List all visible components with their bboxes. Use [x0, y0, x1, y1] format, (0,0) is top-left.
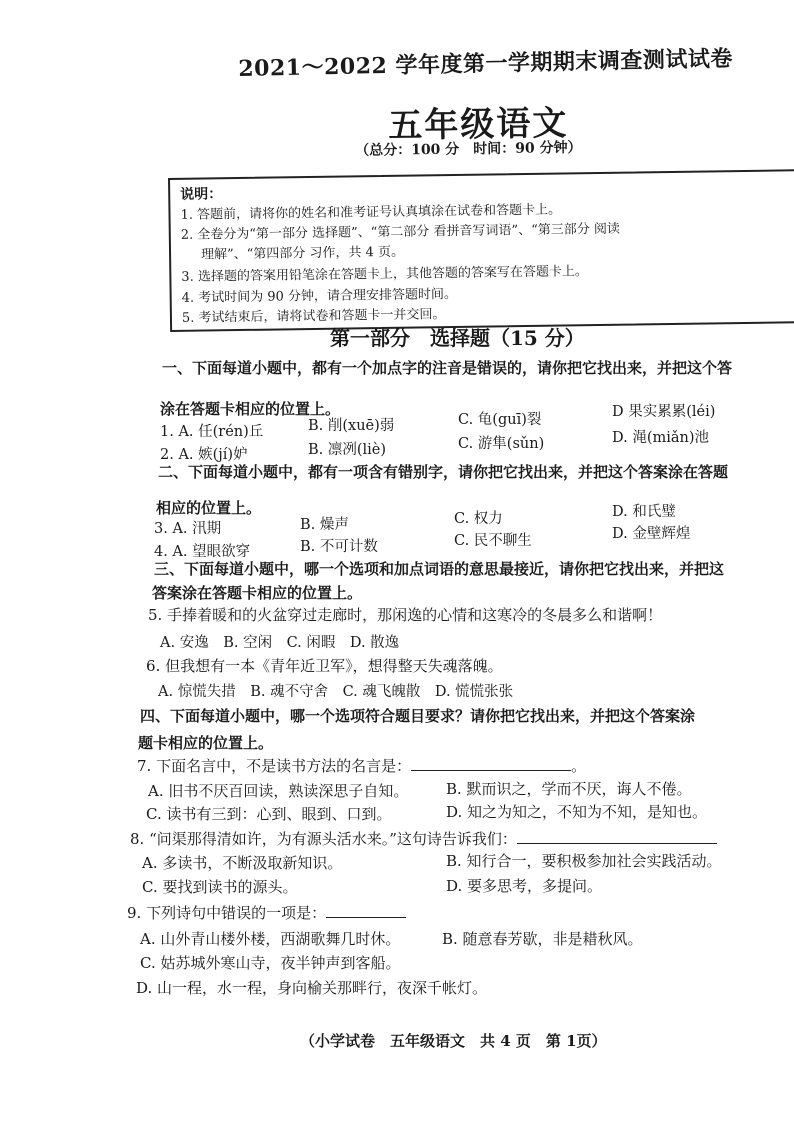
q9-option-a: A. 山外青山楼外楼，西湖歌舞几时休。: [140, 930, 401, 948]
q8-option-d: D. 要多思考，多提问。: [446, 877, 603, 895]
q2-option-a: 2. A. 嫉(jí)妒: [160, 447, 248, 463]
section1-heading: 一、下面每道小题中，都有一个加点字的注音是错误的，请你把它找出来，并把这个答: [162, 359, 733, 377]
instructions-label: 说明：: [180, 186, 223, 203]
q3-option-a: 3. A. 汛期: [154, 521, 222, 537]
section2-heading: 二、下面每道小题中，都有一项含有错别字，请你把它找出来，并把这个答案涂在答题: [158, 463, 729, 481]
q8-answer-blank: [517, 843, 717, 844]
q8-option-c: C. 要找到读书的源头。: [142, 878, 298, 896]
q4-option-c: C. 民不聊生: [454, 533, 532, 549]
instruction-line: 5. 考试结束后，请将试卷和答题卡一并交回。: [181, 307, 446, 326]
page-footer: （小学试卷 五年级语文 共 4 页 第 1页）: [300, 1032, 607, 1050]
q6-text: 6. 但我想有一本《青年近卫军》，想得整天失魂落魄。: [146, 657, 503, 675]
q8-prompt: 8. “问渠那得清如许，为有源头活水来。”这句诗告诉我们：: [130, 830, 517, 848]
instructions-box: [168, 169, 794, 332]
section4-heading: 四、下面每道小题中，哪一个选项符合题目要求？请你把它找出来，并把这个答案涂: [140, 707, 696, 725]
q3-option-c: C. 权力: [454, 511, 503, 527]
part1-heading: 第一部分 选择题（15 分）: [330, 326, 585, 350]
q6-options: A. 惊慌失措 B. 魂不守舍 C. 魂飞魄散 D. 慌慌张张: [158, 684, 514, 700]
q5-options: A. 安逸 B. 空闲 C. 闲暇 D. 散逸: [160, 635, 400, 651]
q1-option-c: C. 龟(guī)裂: [458, 412, 542, 428]
section3-heading-cont: 答案涂在答题卡相应的位置上。: [152, 584, 363, 602]
q1-option-b: B. 削(xuē)弱: [308, 418, 395, 434]
q1-option-d: D 果实累累(léi): [612, 404, 716, 420]
q9-option-c: C. 姑苏城外寒山寺，夜半钟声到客船。: [140, 954, 401, 972]
section4-heading-cont: 题卡相应的位置上。: [138, 734, 274, 752]
q2-option-d: D. 渑(miǎn)池: [612, 430, 710, 446]
instruction-line: 4. 考试时间为 90 分钟，请合理安排答题时间。: [181, 286, 458, 306]
q7-text: [137, 755, 586, 776]
q4-option-a: 4. A. 望眼欲穿: [154, 544, 251, 560]
q8-text: [130, 828, 717, 849]
q8-option-a: A. 多读书，不断汲取新知识。: [142, 854, 343, 872]
section3-heading: 三、下面每道小题中，哪一个选项和加点词语的意思最接近，请你把它找出来，并把这: [154, 560, 725, 578]
q1-option-a: 1. A. 任(rén)丘: [160, 424, 264, 440]
q9-text: [127, 902, 406, 923]
subject-title: 五年级语文: [388, 103, 569, 146]
q3-option-d: D. 和氏璧: [612, 504, 676, 520]
instruction-line: 3. 选择题的答案用铅笔涂在答题卡上，其他答题的答案写在答题卡上。: [181, 264, 588, 285]
q4-option-d: D. 金壁辉煌: [612, 526, 691, 542]
q7-end: 。: [571, 757, 587, 775]
q7-option-a: A. 旧书不厌百回读，熟读深思子自知。: [148, 782, 409, 800]
section2-heading-cont: 相应的位置上。: [156, 499, 262, 517]
q8-option-b: B. 知行合一，要积极参加社会实践活动。: [446, 852, 722, 870]
instruction-line: 理解”、“第四部分 习作，共 4 页。: [200, 244, 405, 263]
q9-answer-blank: [326, 917, 406, 918]
score-time-info: （总分：100 分 时间：90 分钟）: [355, 139, 582, 159]
q7-prompt: 7. 下面名言中，不是读书方法的名言是：: [137, 757, 412, 775]
q7-answer-blank: [411, 770, 571, 771]
q7-option-b: B. 默而识之，学而不厌，诲人不倦。: [446, 780, 692, 798]
exam-title: 2021～2022 学年度第一学期期末调查测试试卷: [238, 45, 734, 82]
q4-option-b: B. 不可计数: [300, 539, 378, 555]
instruction-line: 1. 答题前，请将你的姓名和准考证号认真填涂在试卷和答题卡上。: [180, 202, 562, 223]
q3-option-b: B. 燥声: [300, 517, 349, 533]
instruction-line: 2. 全卷分为“第一部分 选择题”、“第二部分 看拼音写词语”、“第三部分 阅读: [180, 221, 621, 243]
q9-option-d: D. 山一程，水一程，身向榆关那畔行，夜深千帐灯。: [136, 979, 488, 997]
q2-option-b: B. 凛冽(liè): [308, 442, 387, 458]
q5-text: 5. 手捧着暖和的火盆穿过走廊时，那闲逸的心情和这寒冷的冬晨多么和谐啊！: [148, 606, 663, 624]
q9-option-b: B. 随意春芳歇，非是耤秋风。: [442, 930, 643, 948]
section1-heading-cont: 涂在答题卡相应的位置上。: [160, 400, 341, 418]
q9-prompt: 9. 下列诗句中错误的一项是：: [127, 904, 327, 922]
q7-option-c: C. 读书有三到：心到、眼到、口到。: [146, 805, 392, 823]
q7-option-d: D. 知之为知之，不知为不知，是知也。: [446, 803, 708, 821]
q2-option-c: C. 游隼(sǔn): [458, 436, 545, 452]
